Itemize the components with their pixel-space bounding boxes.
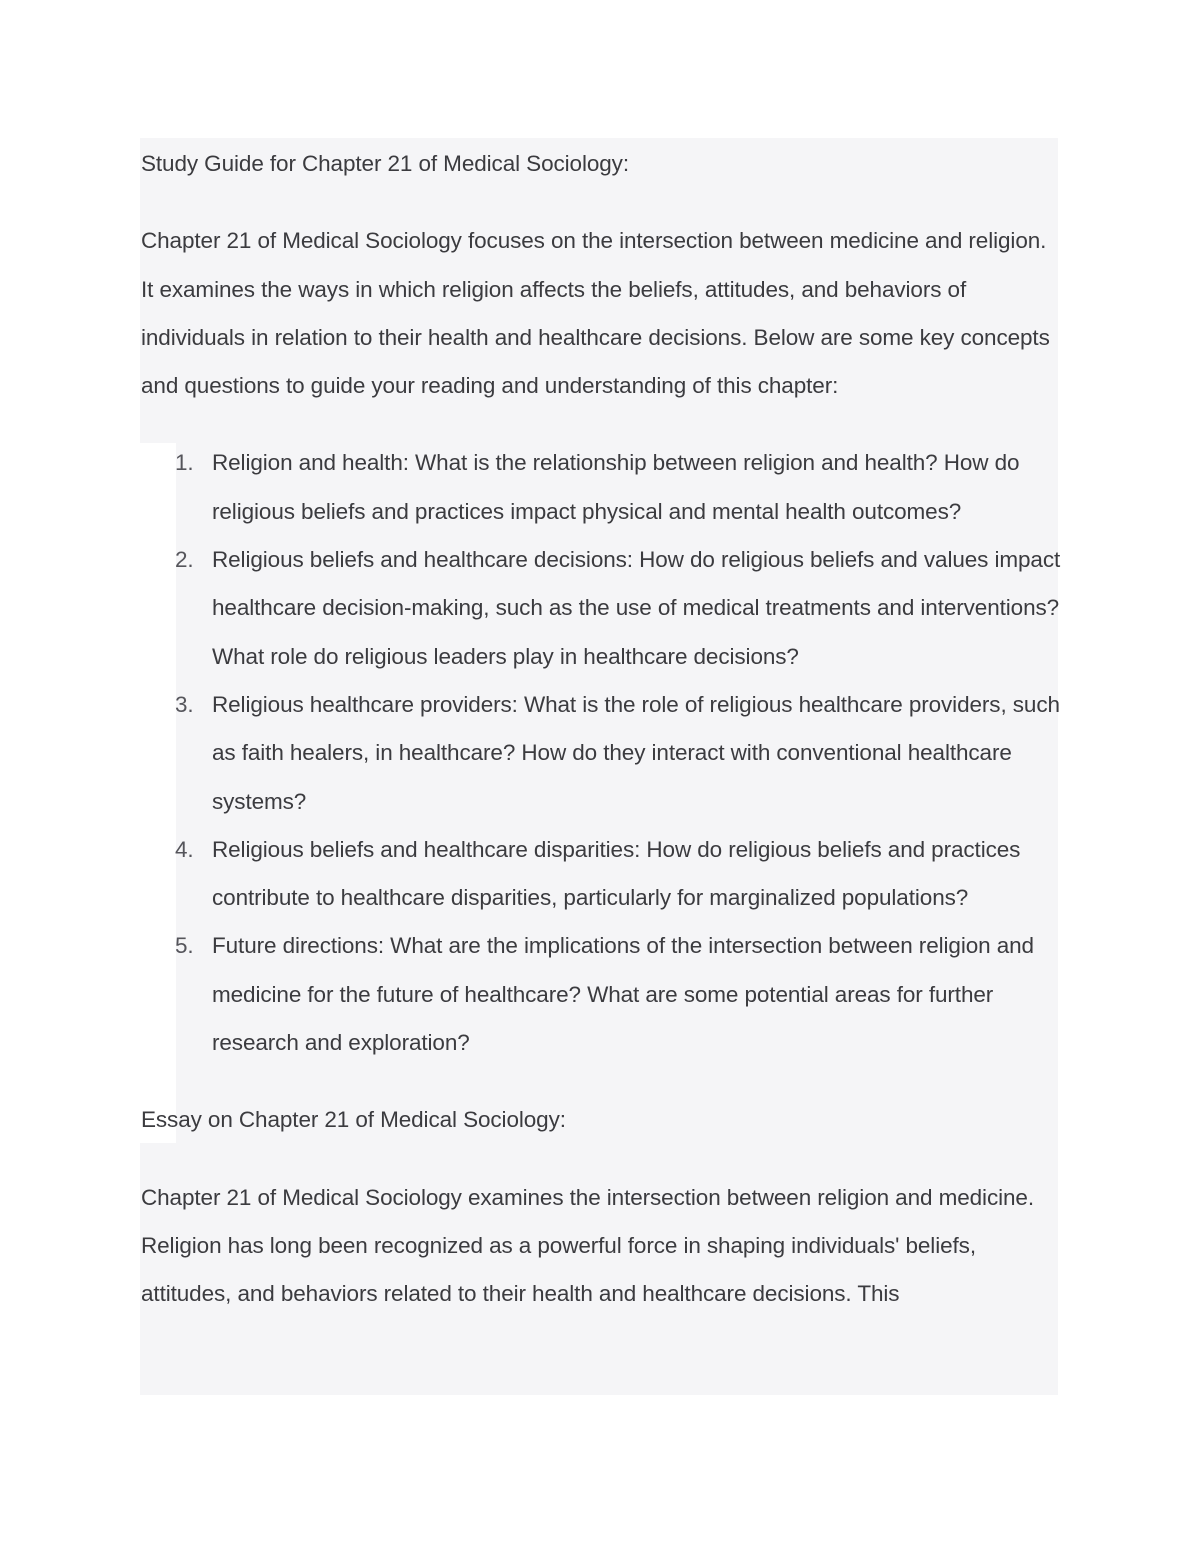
list-item (141, 826, 1061, 923)
list-item-number: 4. (175, 836, 194, 862)
list-item (141, 536, 1061, 681)
list-item-number: 2. (175, 547, 194, 573)
document-body (141, 140, 1061, 1319)
list-item-number: 5. (175, 933, 194, 959)
key-concepts-list (141, 439, 1061, 1067)
study-guide-heading: Study Guide for Chapter 21 of Medical Sociology: (141, 151, 629, 176)
intro-paragraph: Chapter 21 of Medical Sociology focuses on the intersection between medicine and religion. It examines the ways in which religion affects the beliefs, attitudes, and behaviors of individuals in relation to their health and healthcare decisions. Below are some key concepts and questions to guide your reading and understanding of this chapter: (141, 228, 1050, 399)
list-item (141, 681, 1061, 826)
essay-paragraph: Chapter 21 of Medical Sociology examines the intersection between religion and medicine. Religion has long been recognized as a powerful force in shaping individuals' beliefs, attitudes, and behaviors related to their health and healthcare decisions. This (141, 1184, 1034, 1307)
essay-heading: Essay on Chapter 21 of Medical Sociology: (141, 1107, 566, 1133)
list-item (141, 439, 1061, 536)
list-item-text: Religious beliefs and healthcare decisions: How do religious beliefs and values impact healthcare decision-making, such as the use of medical treatments and interventions? What role do religious leaders play in healthcare decisions? (212, 547, 1061, 669)
list-item (141, 922, 1061, 1067)
list-item-text: Religious beliefs and healthcare disparities: How do religious beliefs and practices contribute to healthcare disparities, particularly for marginalized populations? (212, 836, 1021, 911)
list-item-text: Religion and health: What is the relationship between religion and health? How do religious beliefs and practices impact physical and mental health outcomes? (212, 450, 1020, 524)
list-item-text: Religious healthcare providers: What is the role of religious healthcare providers, such as faith healers, in healthcare? How do they interact with conventional healthcare systems? (212, 691, 1060, 814)
list-item-text: Future directions: What are the implications of the intersection between religion and medicine for the future of healthcare? What are some potential areas for further research and exploration? (212, 933, 1034, 1056)
list-item-number: 3. (175, 691, 194, 717)
list-item-number: 1. (175, 450, 194, 476)
